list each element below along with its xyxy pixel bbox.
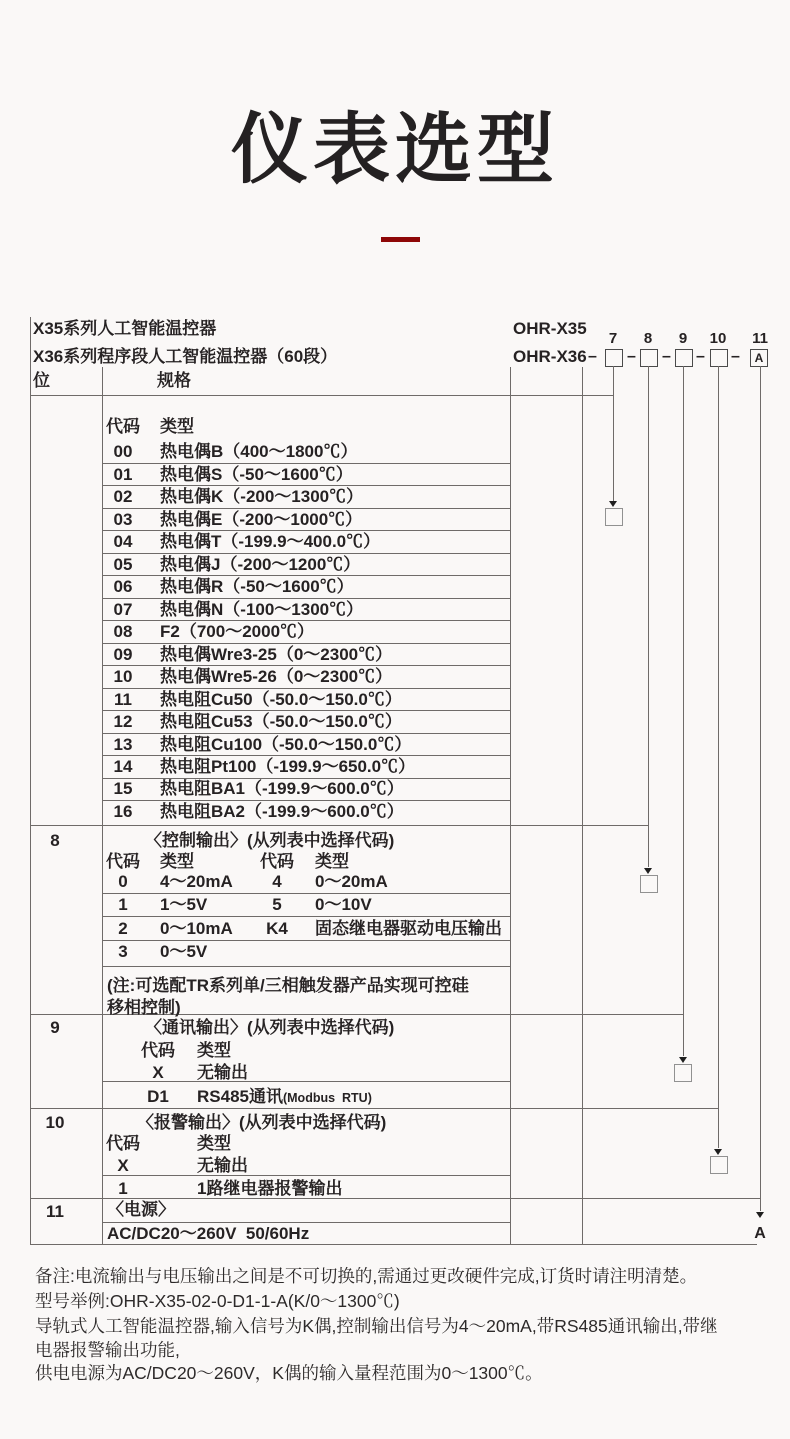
row-type: 热电偶J（-200～1200℃）: [160, 555, 361, 574]
row-code: 12: [113, 712, 133, 731]
grid-line: [102, 755, 510, 756]
row-type: 1路继电器报警输出: [197, 1179, 343, 1198]
connector-line-10: [718, 366, 719, 1148]
grid-line: [102, 530, 510, 531]
bit-label-9: 9: [50, 1018, 60, 1037]
row-code: 0: [118, 872, 128, 891]
row-type: 热电偶K（-200～1300℃）: [160, 487, 364, 506]
connector-line-7: [613, 366, 614, 501]
code-box-7: [605, 349, 623, 367]
row-type: 热电阻Cu50（-50.0～150.0℃）: [160, 690, 402, 709]
series-x36-label: X36系列程序段人工智能温控器（60段）: [33, 347, 338, 366]
control-row: [102, 872, 510, 891]
bit-label-10: 10: [45, 1113, 65, 1132]
input-type-row: [102, 600, 510, 619]
row-code: K4: [266, 919, 288, 938]
control-section-title: 〈控制输出〉(从列表中选择代码): [145, 831, 395, 850]
row-code: 16: [113, 802, 133, 821]
row-code: 15: [113, 779, 133, 798]
row-type: 热电阻BA2（-199.9～600.0℃）: [160, 802, 404, 821]
code-dash: –: [731, 348, 740, 365]
target-box-9: [674, 1064, 692, 1082]
grid-line: [102, 485, 510, 486]
comm-section-title: 〈通讯输出〉(从列表中选择代码): [145, 1018, 395, 1037]
grid-line: [30, 1198, 760, 1199]
grid-line: [102, 710, 510, 711]
grid-line: [102, 620, 510, 621]
row-type: 1～5V: [160, 895, 208, 914]
row-type: 热电阻Cu100（-50.0～150.0℃）: [160, 735, 412, 754]
grid-line: [102, 598, 510, 599]
row-type: RS485通讯: [197, 1087, 283, 1106]
target-box-7: [605, 508, 623, 526]
comm-row: [102, 1063, 510, 1084]
arrow-down-icon: [679, 1057, 687, 1063]
code-dash: –: [588, 348, 597, 365]
grid-line: [102, 643, 510, 644]
type-header: 类型: [160, 417, 194, 436]
row-type: 0～20mA: [315, 872, 388, 891]
grid-line: [102, 733, 510, 734]
row-type-extra: (Modbus RTU): [282, 1091, 372, 1105]
grid-line: [102, 966, 510, 967]
input-type-row: [102, 645, 510, 664]
digit-label-10: 10: [709, 330, 727, 347]
title-underline-dash: [381, 237, 420, 242]
row-type: 热电偶T（-199.9～400.0℃）: [160, 532, 381, 551]
grid-line: [30, 317, 31, 1245]
note-line: 备注:电流输出与电压输出之间是不可切换的,需通过更改硬件完成,订货时请注明清楚。: [35, 1266, 698, 1286]
code-header: 代码: [106, 852, 140, 871]
grid-line: [30, 1244, 757, 1245]
comm-row: [102, 1087, 510, 1108]
row-code: 02: [113, 487, 133, 506]
code-dash: –: [627, 348, 636, 365]
row-code: 10: [113, 667, 133, 686]
row-code: 08: [113, 622, 133, 641]
row-type: 无输出: [197, 1156, 248, 1175]
row-type: F2（700～2000℃）: [160, 622, 315, 641]
input-type-row: [102, 757, 510, 776]
model-x35: OHR-X35: [513, 319, 587, 338]
input-type-row: [102, 577, 510, 596]
row-code: 1: [118, 1179, 128, 1198]
alarm-row: [102, 1179, 510, 1198]
type-header: 类型: [197, 1134, 231, 1153]
power-section-title: 〈电源〉: [107, 1200, 175, 1219]
connector-line-9: [683, 366, 684, 1056]
digit-label-8: 8: [643, 330, 653, 347]
input-type-row: [102, 510, 510, 529]
grid-line: [102, 688, 510, 689]
input-type-row: [102, 465, 510, 484]
grid-line: [102, 893, 510, 894]
note-line: 电器报警输出功能,: [35, 1340, 180, 1360]
row-type: 热电阻Cu53（-50.0～150.0℃）: [160, 712, 402, 731]
arrow-down-icon: [714, 1149, 722, 1155]
type-header: 类型: [160, 852, 194, 871]
row-type: 热电偶Wre5-26（0～2300℃）: [160, 667, 393, 686]
input-table-header: [102, 417, 510, 436]
row-type: 0～10mA: [160, 919, 233, 938]
target-letter-a: A: [754, 1225, 766, 1242]
row-code: 03: [113, 510, 133, 529]
grid-line: [510, 367, 511, 1245]
power-spec-value: AC/DC20～260V 50/60Hz: [107, 1224, 310, 1243]
page-title: 仪表选型: [231, 107, 559, 193]
row-code: 00: [113, 442, 133, 461]
code-header: 代码: [106, 417, 140, 436]
row-type: 固态继电器驱动电压输出: [315, 919, 502, 938]
input-type-row: [102, 735, 510, 754]
input-type-row: [102, 712, 510, 731]
grid-line: [102, 1175, 510, 1176]
grid-line: [102, 463, 510, 464]
grid-line: [102, 1222, 510, 1223]
comm-table-header: [102, 1041, 510, 1060]
row-type: 热电偶B（400～1800℃）: [160, 442, 358, 461]
row-code: 11: [114, 690, 132, 709]
row-code: 05: [113, 555, 133, 574]
code-header: 代码: [106, 1134, 140, 1153]
note-line: 导轨式人工智能温控器,输入信号为K偶,控制输出信号为4～20mA,带RS485通讯输出,带继: [35, 1316, 718, 1336]
grid-line: [30, 1108, 718, 1109]
grid-line: [30, 825, 648, 826]
code-box-8: [640, 349, 658, 367]
code-dash: –: [696, 348, 705, 365]
model-x36: OHR-X36: [513, 347, 587, 366]
row-code: 4: [272, 872, 282, 891]
grid-line: [102, 508, 510, 509]
input-type-row: [102, 667, 510, 686]
control-note-line1: (注:可选配TR系列单/三相触发器产品实现可控硅: [107, 976, 469, 995]
bit-column-header: 位: [33, 371, 50, 390]
target-box-10: [710, 1156, 728, 1174]
bit-label-8: 8: [50, 831, 60, 850]
row-type: 0～10V: [315, 895, 372, 914]
type-header: 类型: [315, 852, 349, 871]
target-box-8: [640, 875, 658, 893]
arrow-down-icon: [756, 1212, 764, 1218]
row-code: 3: [118, 942, 128, 961]
row-code: 06: [113, 577, 133, 596]
input-type-row: [102, 532, 510, 551]
row-code: 5: [272, 895, 282, 914]
input-type-row: [102, 487, 510, 506]
connector-line-11: [760, 366, 761, 1211]
row-type: 0～5V: [160, 942, 208, 961]
code-dash: –: [662, 348, 671, 365]
row-code: 01: [113, 465, 133, 484]
digit-label-9: 9: [678, 330, 688, 347]
row-type: 热电偶S（-50～1600℃）: [160, 465, 353, 484]
input-type-row: [102, 802, 510, 821]
input-type-row: [102, 690, 510, 709]
row-type: 热电偶R（-50～1600℃）: [160, 577, 354, 596]
row-type: 无输出: [197, 1063, 248, 1082]
alarm-row: [102, 1156, 510, 1175]
grid-line: [102, 800, 510, 801]
row-code: D1: [147, 1087, 169, 1106]
alarm-table-header: [102, 1134, 510, 1153]
control-table-header: [102, 852, 510, 871]
grid-line: [102, 553, 510, 554]
row-code: 1: [118, 895, 128, 914]
row-code: 13: [113, 735, 133, 754]
bit-label-11: 11: [46, 1202, 64, 1221]
grid-line: [582, 367, 583, 1245]
control-row: [102, 919, 510, 938]
row-code: 07: [113, 600, 133, 619]
digit-label-11: 11: [752, 330, 768, 347]
connector-line-8: [648, 366, 649, 867]
arrow-down-icon: [609, 501, 617, 507]
row-code: X: [117, 1156, 129, 1175]
code-header: 代码: [260, 852, 294, 871]
row-code: 04: [113, 532, 133, 551]
note-line: 供电电源为AC/DC20～260V，K偶的输入量程范围为0～1300℃。: [35, 1363, 543, 1383]
grid-line: [102, 575, 510, 576]
arrow-down-icon: [644, 868, 652, 874]
row-code: 09: [113, 645, 133, 664]
input-type-row: [102, 622, 510, 641]
row-type: 4～20mA: [160, 872, 233, 891]
code-box-9: [675, 349, 693, 367]
type-header: 类型: [197, 1041, 231, 1060]
input-type-row: [102, 779, 510, 798]
row-type: 热电偶Wre3-25（0～2300℃）: [160, 645, 393, 664]
code-box-10: [710, 349, 728, 367]
digit-label-7: 7: [608, 330, 618, 347]
series-x35-label: X35系列人工智能温控器: [33, 319, 217, 338]
spec-column-header: 规格: [157, 371, 191, 390]
control-note-line2: 移相控制): [107, 998, 181, 1017]
code-box-a: A: [750, 349, 768, 367]
row-code: 2: [118, 919, 128, 938]
input-type-row: [102, 442, 510, 461]
input-type-row: [102, 555, 510, 574]
grid-line: [102, 916, 510, 917]
note-line: 型号举例:OHR-X35-02-0-D1-1-A(K/0～1300℃): [35, 1291, 400, 1311]
row-type: 热电阻BA1（-199.9～600.0℃）: [160, 779, 404, 798]
row-code: 14: [113, 757, 133, 776]
code-header: 代码: [141, 1041, 175, 1060]
control-row: [102, 895, 510, 914]
control-row: [102, 942, 510, 961]
grid-line: [102, 940, 510, 941]
row-type: 热电阻Pt100（-199.9～650.0℃）: [160, 757, 416, 776]
grid-line: [30, 395, 614, 396]
alarm-section-title: 〈报警输出〉(从列表中选择代码): [137, 1113, 387, 1132]
grid-line: [102, 665, 510, 666]
row-code: X: [152, 1063, 164, 1082]
row-type: 热电偶N（-100～1300℃）: [160, 600, 364, 619]
row-type: 热电偶E（-200～1000℃）: [160, 510, 363, 529]
